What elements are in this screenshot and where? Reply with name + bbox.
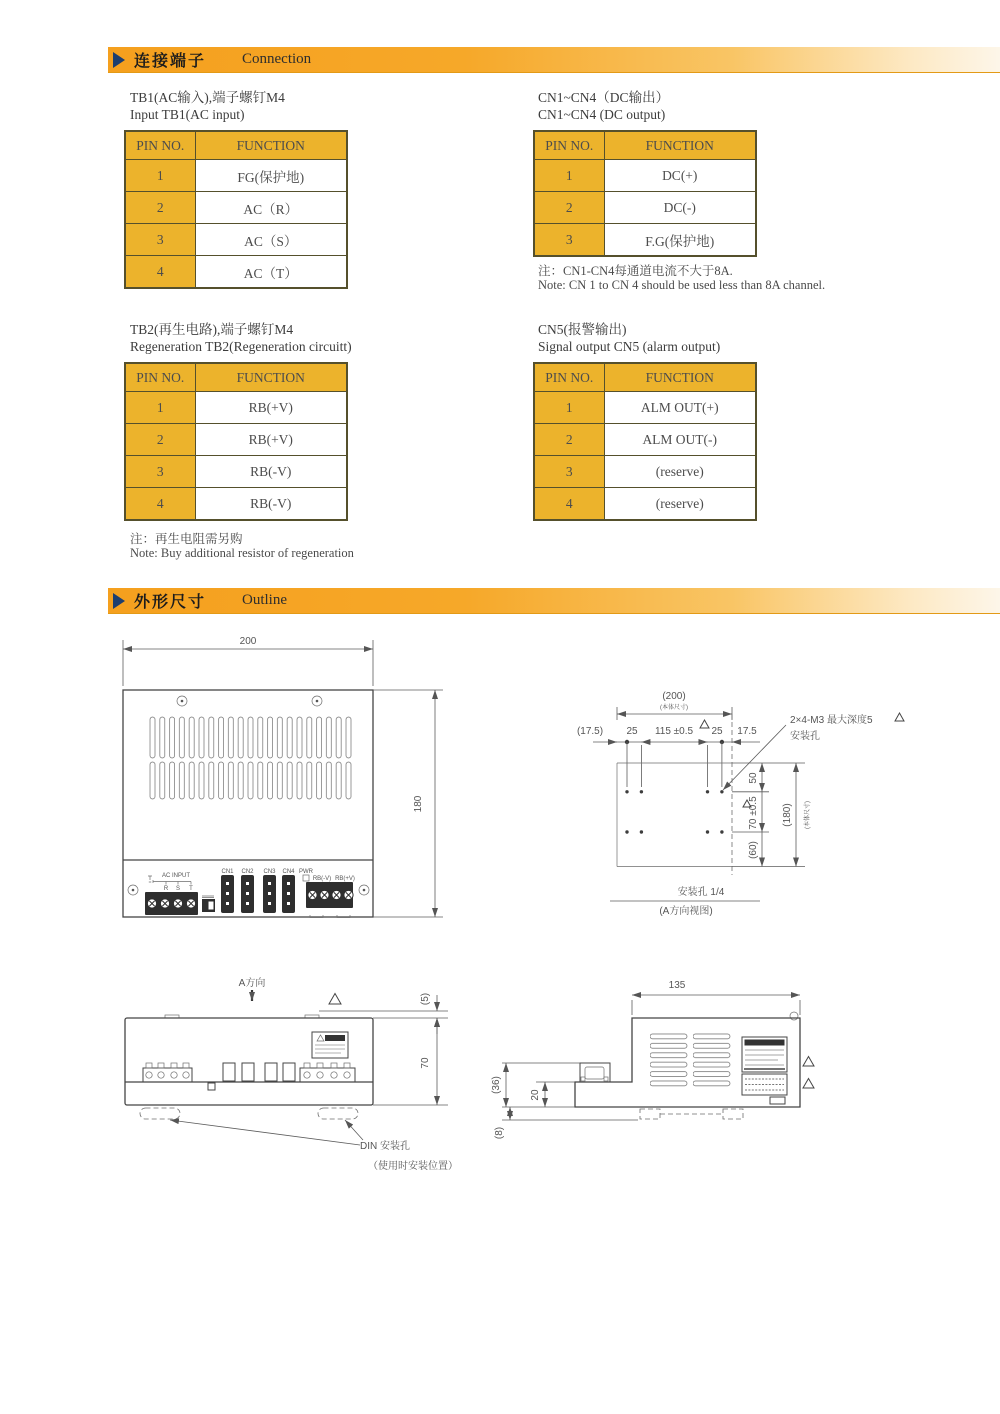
- table-row: [534, 392, 756, 424]
- dim-body-note2: (本体尺寸): [805, 801, 811, 829]
- pin-cell: 3: [534, 224, 604, 257]
- table-row: [125, 256, 347, 289]
- pin-cell: 4: [534, 488, 604, 521]
- cn-label: CN3: [263, 869, 276, 875]
- dim-5: (5): [420, 992, 431, 1006]
- function-header: FUNCTION: [604, 363, 756, 392]
- rb-minus-label: RB(-V): [312, 876, 332, 882]
- dim-60: (60): [748, 841, 759, 859]
- screw-icon: [128, 885, 138, 895]
- function-header: FUNCTION: [604, 131, 756, 160]
- warning-triangle-icon: [803, 1057, 814, 1067]
- pin-cell: 1: [125, 392, 195, 424]
- dim-70: 70 ±0.5: [748, 796, 759, 830]
- section-marker-icon: [113, 593, 125, 609]
- section-title-en: Connection: [242, 51, 312, 67]
- screw-icon: [177, 696, 187, 706]
- pin-cell: 3: [125, 456, 195, 488]
- table-row: [125, 424, 347, 456]
- cn14-title-en: CN1~CN4 (DC output): [538, 107, 666, 122]
- screw-icon: [359, 885, 369, 895]
- pin-letter: R: [163, 886, 169, 892]
- din-label: DIN 安装孔: [360, 1141, 410, 1152]
- spec-label: [742, 1037, 787, 1072]
- table-row: [534, 192, 756, 224]
- section-title-en: Outline: [242, 592, 288, 608]
- pwr-label: PWR: [299, 869, 313, 875]
- mounting-callout: 2×4-M3 最大深度5: [790, 715, 873, 726]
- section-title-cn: 连接端子: [134, 53, 207, 70]
- dim-overall: (200): [662, 691, 686, 702]
- tb1-title-en: Input TB1(AC input): [130, 107, 245, 122]
- cn14-table: [533, 130, 757, 257]
- warning-triangle-icon: [803, 1079, 814, 1089]
- top-view-drawing: [108, 973, 468, 1188]
- function-cell: RB(-V): [195, 488, 347, 521]
- pin-cell: 3: [534, 456, 604, 488]
- tb2-note-cn: 注：再生电阻需另购: [130, 532, 243, 546]
- cn14-note-cn: 注：CN1-CN4每通道电流不大于8A.: [538, 264, 733, 278]
- pin-cell: 2: [125, 424, 195, 456]
- dim-center: 115 ±0.5: [654, 726, 694, 737]
- table-row: [125, 224, 347, 256]
- function-cell: DC(+): [604, 160, 756, 192]
- function-cell: RB(-V): [195, 456, 347, 488]
- dim-50: 50: [748, 772, 759, 784]
- table-row: [125, 192, 347, 224]
- pin-cell: 2: [125, 192, 195, 224]
- pin-cell: 4: [125, 488, 195, 521]
- direction-label: A方向: [238, 978, 266, 989]
- revision-triangle-icon: [700, 720, 709, 728]
- pin-letter: T: [189, 886, 193, 892]
- table-row: [125, 160, 347, 192]
- dim-25-right: 25: [711, 726, 723, 737]
- function-cell: RB(+V): [195, 392, 347, 424]
- vent-grid: [650, 1032, 731, 1088]
- section-marker-icon: [113, 52, 125, 68]
- mounting-callout2: 安装孔: [790, 731, 820, 742]
- function-cell: DC(-): [604, 192, 756, 224]
- cn5-table: [533, 362, 757, 521]
- terminal-block: [143, 1063, 192, 1082]
- tb1-title-cn: TB1(AC输入),端子螺钉M4: [130, 90, 285, 105]
- vent-grid: [148, 716, 354, 759]
- cn-label: CN4: [282, 869, 295, 875]
- dim-20: 20: [530, 1089, 541, 1101]
- revision-triangle-icon: [895, 713, 904, 721]
- din-slot: [140, 1108, 180, 1119]
- cn-label: CN2: [241, 869, 254, 875]
- table-row: [534, 424, 756, 456]
- mounting-holes: [625, 790, 723, 834]
- rb-plus-label: RB(+V): [335, 876, 355, 882]
- cn14-title-cn: CN1~CN4（DC输出）: [538, 90, 670, 105]
- front-view-drawing: [112, 632, 452, 932]
- din-note: （使用时安装位置）: [368, 1161, 458, 1172]
- pwr-led: [303, 875, 309, 881]
- cn-label: CN1: [221, 869, 234, 875]
- table-row: [125, 456, 347, 488]
- dim-180: (180): [782, 803, 793, 827]
- cn5-title-en: Signal output CN5 (alarm output): [538, 339, 721, 354]
- pin-letter: S: [175, 886, 181, 892]
- ac-input-label: AC INPUT: [161, 873, 191, 879]
- pin-cell: 1: [534, 392, 604, 424]
- cn-connectors-top: [223, 1063, 295, 1081]
- mounting-view-drawing: [553, 683, 933, 943]
- mounting-caption: 安装孔 1/4: [677, 887, 725, 898]
- din-clip: [640, 1109, 660, 1119]
- dim-25-left: 25: [626, 726, 638, 737]
- danger-label: [312, 1032, 348, 1058]
- dim-8: (8): [494, 1126, 505, 1140]
- function-cell: (reserve): [604, 456, 756, 488]
- table-row: [534, 160, 756, 192]
- tb2-title-cn: TB2(再生电路),端子螺钉M4: [130, 322, 294, 337]
- function-cell: FG(保护地): [195, 160, 347, 192]
- pin-cell: 1: [125, 160, 195, 192]
- cn-connectors: [221, 875, 295, 913]
- vent-grid: [148, 761, 354, 801]
- function-header: FUNCTION: [195, 363, 347, 392]
- pin-header: PIN NO.: [125, 131, 195, 160]
- tb2-title-en: Regeneration TB2(Regeneration circuitt): [130, 339, 352, 354]
- pin-cell: 4: [125, 256, 195, 289]
- section-header-connection: [108, 47, 1000, 73]
- table-row: [534, 224, 756, 257]
- pin-header: PIN NO.: [125, 363, 195, 392]
- table-row: [534, 488, 756, 521]
- function-cell: AC（T）: [195, 256, 347, 289]
- front-dim-width: 200: [239, 636, 257, 647]
- table-row: [534, 456, 756, 488]
- tb1-table: [124, 130, 348, 289]
- dim-body-note: (本体尺寸): [660, 705, 688, 711]
- mounting-caption2: (A方向视图): [659, 906, 713, 917]
- dim-margin-right: 17.5: [737, 726, 757, 737]
- function-cell: AC（R）: [195, 192, 347, 224]
- function-cell: F.G(保护地): [604, 224, 756, 257]
- function-cell: (reserve): [604, 488, 756, 521]
- cn14-note-en: Note: CN 1 to CN 4 should be used less than 8A channel.: [538, 278, 826, 292]
- side-view-drawing: [488, 975, 858, 1150]
- warning-triangle-icon: [329, 994, 341, 1005]
- section-header-outline: [108, 588, 1000, 614]
- function-header: FUNCTION: [195, 131, 347, 160]
- function-cell: AC（S）: [195, 224, 347, 256]
- cn5-title-cn: CN5(报警输出): [538, 322, 627, 337]
- function-cell: RB(+V): [195, 424, 347, 456]
- pin-cell: 2: [534, 424, 604, 456]
- din-slot: [318, 1108, 358, 1119]
- pin-header: PIN NO.: [534, 131, 604, 160]
- serial-label: [742, 1074, 787, 1095]
- pin-cell: 3: [125, 224, 195, 256]
- pin-cell: 2: [534, 192, 604, 224]
- ground-symbol-icon: [148, 876, 152, 882]
- table-row: [125, 392, 347, 424]
- dim-70: 70: [420, 1057, 431, 1069]
- front-dim-height: 180: [413, 795, 424, 813]
- section-title-cn: 外形尺寸: [134, 594, 207, 611]
- tb2-table: [124, 362, 348, 521]
- tb2-note-en: Note: Buy additional resistor of regeneration: [130, 546, 354, 560]
- terminal-block: [300, 1063, 355, 1082]
- pin-cell: 1: [534, 160, 604, 192]
- function-cell: ALM OUT(-): [604, 424, 756, 456]
- dim-135: 135: [668, 980, 686, 991]
- dim-margin-left: (17.5): [576, 726, 604, 737]
- pin-header: PIN NO.: [534, 363, 604, 392]
- din-clip: [723, 1109, 743, 1119]
- top-body-outline: [125, 1018, 373, 1105]
- dim-36: (36): [491, 1076, 502, 1094]
- function-cell: ALM OUT(+): [604, 392, 756, 424]
- screw-icon: [312, 696, 322, 706]
- table-row: [125, 488, 347, 521]
